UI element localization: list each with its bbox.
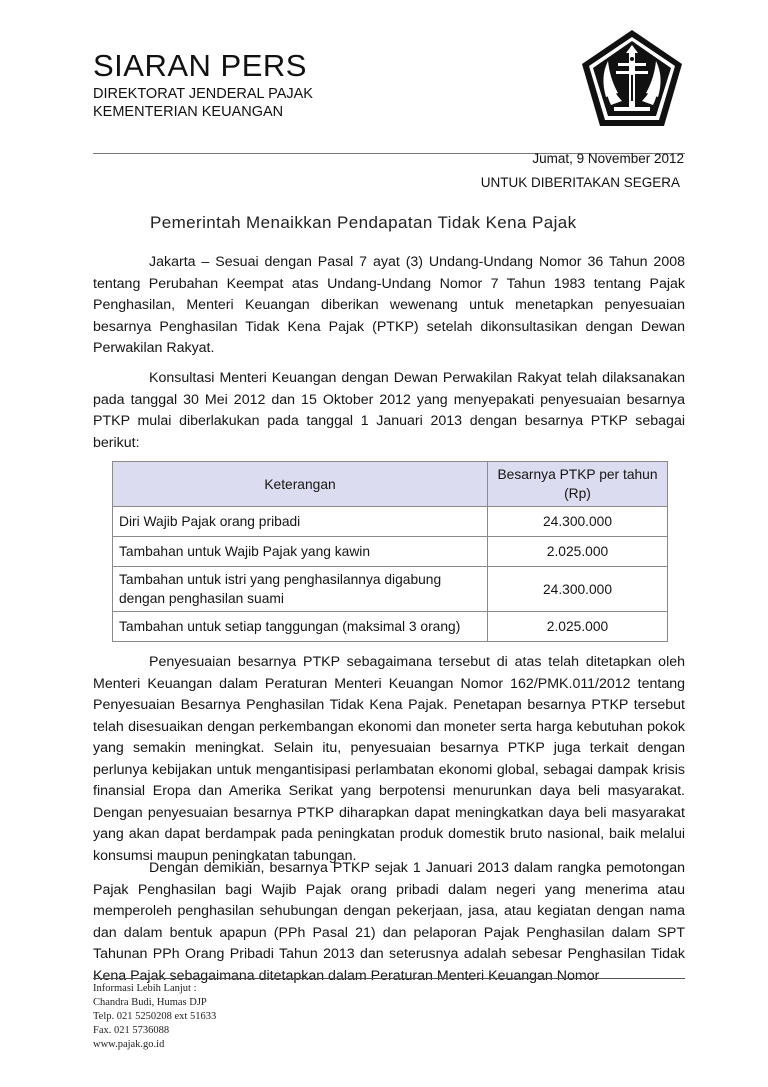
table-header-row <box>113 462 668 507</box>
ministry-name: KEMENTERIAN KEUANGAN <box>93 104 284 120</box>
table-row <box>113 567 668 612</box>
paragraph-3: Penyesuaian besarnya PTKP sebagaimana tersebut di atas telah ditetapkan oleh Menteri Keuangan dalam Peraturan Menteri Keuangan Nomor 162/PMK.011/2012 tentang Penyesuaian Besarnya Penghasilan Tidak Kena Pajak. Penetapan besarnya PTKP tersebut telah disesuaikan dengan perkembangan ekonomi dan moneter serta harga kebutuhan pokok yang semakin meningkat. Selain itu, penyesuaian besarnya PTKP juga terkait dengan perlunya kebijakan untuk mengantisipasi perlambatan ekonomi global, sebagai dampak krisis finansial Eropa dan Amerika Serikat yang berpotensi menurunkan daya beli masyarakat. Dengan penyesuaian besarnya PTKP diharapkan dapat meningkatkan daya beli masyarakat yang akan dapat berdampak pada peningkatan produk domestik bruto nasional, baik melalui konsumsi maupun peningkatan tabungan. <box>93 654 685 864</box>
footer-divider <box>93 978 685 979</box>
ptkp-table <box>112 461 668 642</box>
row-label: Tambahan untuk istri yang penghasilannya digabung dengan penghasilan suami <box>113 567 488 612</box>
footer-contact <box>93 982 216 1052</box>
footer-phone: Telp. 021 5250208 ext 51633 <box>93 1011 217 1022</box>
row-label: Diri Wajib Pajak orang pribadi <box>113 507 488 537</box>
row-label: Tambahan untuk Wajib Pajak yang kawin <box>113 537 488 567</box>
row-value: 24.300.000 <box>488 567 668 612</box>
headline: Pemerintah Menaikkan Pendapatan Tidak Kena Pajak <box>150 213 577 232</box>
table-row <box>113 507 668 537</box>
paragraph-1: Jakarta – Sesuai dengan Pasal 7 ayat (3) Undang-Undang Nomor 36 Tahun 2008 tentang Perubahan Keempat atas Undang-Undang Nomor 7 Tahun 1983 tentang Pajak Penghasilan, Menteri Keuangan diberikan wewenang untuk menetapkan penyesuaian besarnya Penghasilan Tidak Kena Pajak (PTKP) setelah dikonsultasikan dengan Dewan Perwakilan Rakyat. <box>93 254 685 356</box>
footer-fax: Fax. 021 5736088 <box>93 1025 170 1036</box>
paragraph-4: Dengan demikian, besarnya PTKP sejak 1 Januari 2013 dalam rangka pemotongan Pajak Penghasilan bagi Wajib Pajak orang pribadi dalam negeri yang menerima atau memperoleh penghasilan sehubungan dengan pekerjaan, jasa, atau kegiatan dengan nama dan dalam bentuk apapun (PPh Pasal 21) dan pelaporan Pajak Penghasilan dalam SPT Tahunan PPh Orang Pribadi Tahun 2013 dan seterusnya adalah sebesar Penghasilan Tidak Kena Pajak sebagaimana ditetapkan dalam Peraturan Menteri Keuangan Nomor <box>93 860 685 984</box>
document-title: SIARAN PERS <box>93 48 307 83</box>
footer-heading: Informasi Lebih Lanjut : <box>93 983 197 994</box>
kementerian-keuangan-emblem-icon <box>578 27 686 131</box>
row-value: 2.025.000 <box>488 612 668 642</box>
footer-website-link[interactable]: www.pajak.go.id <box>93 1039 165 1050</box>
paragraph-2: Konsultasi Menteri Keuangan dengan Dewan Perwakilan Rakyat telah dilaksanakan pada tanggal 30 Mei 2012 dan 15 Oktober 2012 yang menyepakati penyesuaian besarnya PTKP mulai diberlakukan pada tanggal 1 Januari 2013 dengan besarnya PTKP sebagai berikut: <box>93 370 685 451</box>
footer-contact-name: Chandra Budi, Humas DJP <box>93 997 207 1008</box>
column-header-keterangan: Keterangan <box>113 462 488 507</box>
directorate-name: DIREKTORAT JENDERAL PAJAK <box>93 86 313 102</box>
row-value: 24.300.000 <box>488 507 668 537</box>
row-value: 2.025.000 <box>488 537 668 567</box>
release-note: UNTUK DIBERITAKAN SEGERA <box>480 175 680 190</box>
column-header-besarnya-ptkp: Besarnya PTKP per tahun (Rp) <box>488 462 668 507</box>
table-row <box>113 612 668 642</box>
row-label: Tambahan untuk setiap tanggungan (maksimal 3 orang) <box>113 612 488 642</box>
table-row <box>113 537 668 567</box>
release-date: Jumat, 9 November 2012 <box>532 151 684 166</box>
